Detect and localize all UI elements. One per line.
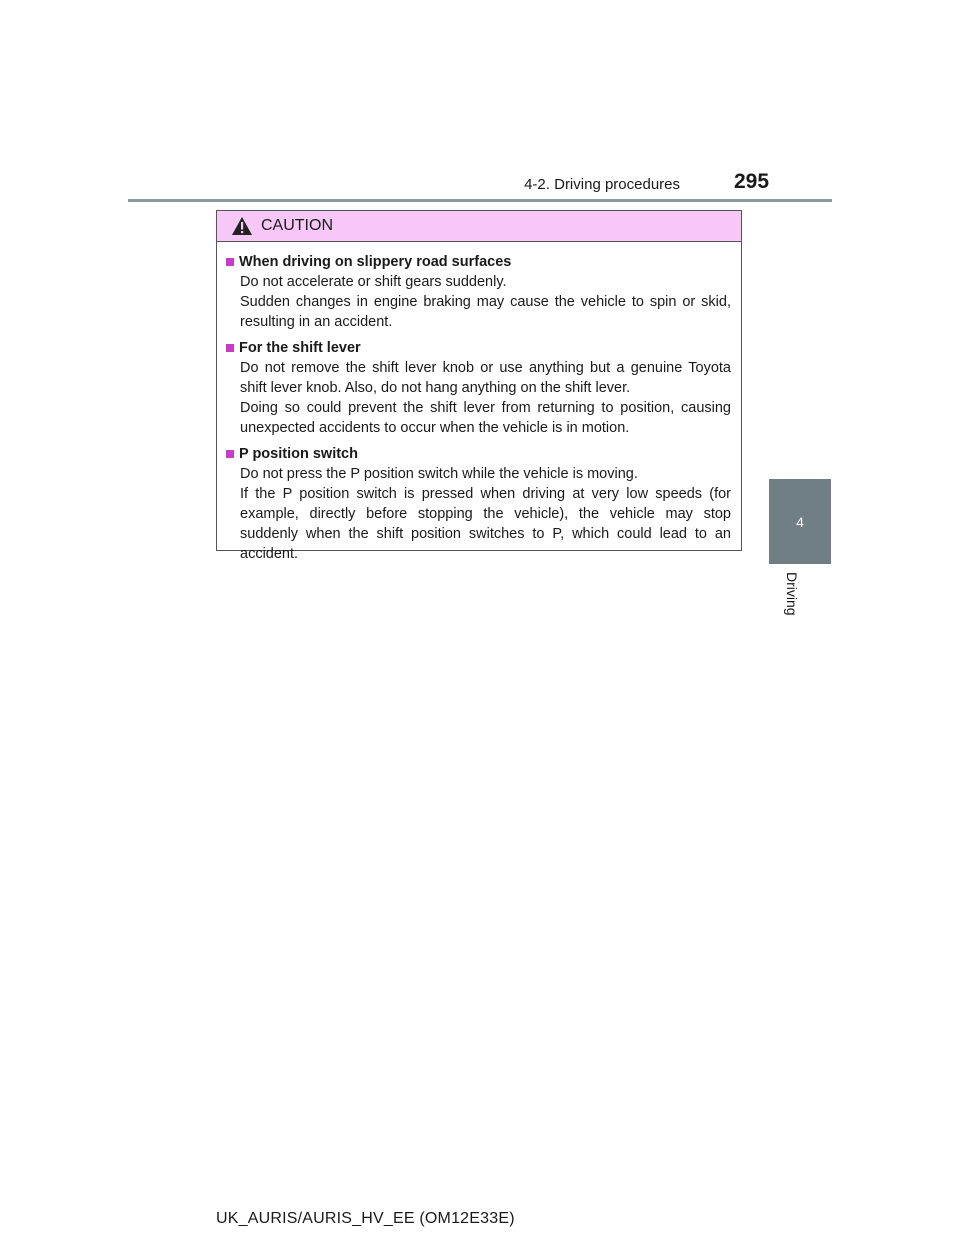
caution-item bbox=[226, 252, 731, 332]
caution-item-heading bbox=[226, 444, 731, 464]
header-section-title: 4-2. Driving procedures bbox=[524, 176, 680, 193]
caution-item-heading-text: When driving on slippery road surfaces bbox=[239, 254, 512, 270]
caution-paragraph: Do not remove the shift lever knob or use anything but a genuine Toyota shift lever knob. Also, do not hang anything on the shift lever. bbox=[240, 360, 731, 396]
chapter-label: Driving bbox=[784, 572, 800, 616]
caution-item bbox=[226, 444, 731, 564]
caution-paragraph: Do not accelerate or shift gears suddenly. bbox=[240, 274, 507, 290]
caution-paragraph: Do not press the P position switch while the vehicle is moving. bbox=[240, 466, 638, 482]
square-bullet-icon bbox=[226, 450, 234, 458]
square-bullet-icon bbox=[226, 344, 234, 352]
caution-paragraph: Doing so could prevent the shift lever from returning to position, causing unexpected accidents to occur when the vehicle is in motion. bbox=[240, 400, 731, 436]
chapter-tab bbox=[769, 479, 831, 564]
caution-item bbox=[226, 338, 731, 438]
caution-item-heading-text: P position switch bbox=[239, 446, 358, 462]
caution-body bbox=[217, 242, 741, 564]
footer-model-code: UK_AURIS/AURIS_HV_EE (OM12E33E) bbox=[216, 1210, 515, 1227]
square-bullet-icon bbox=[226, 258, 234, 266]
caution-item-heading bbox=[226, 338, 731, 358]
chapter-number: 4 bbox=[796, 513, 804, 530]
caution-title: CAUTION bbox=[261, 217, 333, 234]
warning-triangle-icon bbox=[231, 216, 253, 236]
caution-item-heading-text: For the shift lever bbox=[239, 340, 361, 356]
caution-header bbox=[217, 211, 741, 242]
caution-item-heading bbox=[226, 252, 731, 272]
caution-box bbox=[216, 210, 742, 562]
caution-paragraph: Sudden changes in engine braking may cause the vehicle to spin or skid, resulting in an accident. bbox=[240, 294, 731, 330]
page-number: 295 bbox=[734, 170, 770, 193]
header-rule bbox=[128, 199, 832, 202]
caution-paragraph: If the P position switch is pressed when driving at very low speeds (for example, directly before stopping the vehicle), the vehicle may stop suddenly when the shift position switches to P, which could lead to an accident. bbox=[240, 486, 731, 562]
